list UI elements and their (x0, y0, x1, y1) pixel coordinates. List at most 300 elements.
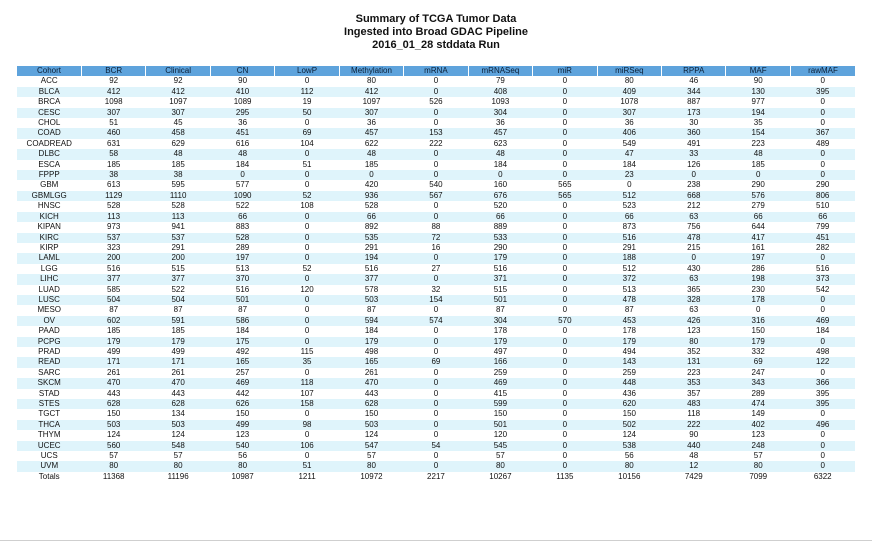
value-cell: 66 (468, 212, 532, 222)
column-header-mrna: mRNA (404, 66, 468, 76)
value-cell: 469 (790, 316, 855, 326)
cohort-cell: THYM (17, 430, 81, 440)
value-cell: 0 (790, 118, 855, 128)
value-cell: 395 (790, 389, 855, 399)
value-cell: 1097 (339, 97, 403, 107)
value-cell: 0 (533, 233, 597, 243)
value-cell: 0 (404, 149, 468, 159)
table-row (17, 264, 855, 274)
value-cell: 1098 (81, 97, 145, 107)
value-cell: 38 (146, 170, 210, 180)
summary-table (17, 66, 855, 482)
value-cell: 1090 (210, 191, 274, 201)
value-cell: 27 (404, 264, 468, 274)
value-cell: 516 (81, 264, 145, 274)
value-cell: 0 (404, 326, 468, 336)
value-cell: 0 (790, 170, 855, 180)
value-cell: 0 (533, 128, 597, 138)
cohort-cell: COADREAD (17, 139, 81, 149)
value-cell: 501 (468, 295, 532, 305)
value-cell: 261 (81, 368, 145, 378)
value-cell: 259 (597, 368, 661, 378)
value-cell: 457 (339, 128, 403, 138)
value-cell: 0 (275, 274, 339, 284)
value-cell: 316 (726, 316, 790, 326)
table-row (17, 368, 855, 378)
value-cell: 574 (404, 316, 468, 326)
table-row (17, 180, 855, 190)
value-cell: 458 (146, 128, 210, 138)
value-cell: 88 (404, 222, 468, 232)
value-cell: 494 (597, 347, 661, 357)
totals-cell: 7099 (726, 472, 790, 482)
value-cell: 0 (533, 274, 597, 284)
value-cell: 150 (726, 326, 790, 336)
value-cell: 0 (533, 76, 597, 86)
value-cell: 0 (275, 295, 339, 305)
value-cell: 469 (210, 378, 274, 388)
value-cell: 0 (662, 170, 726, 180)
table-row (17, 139, 855, 149)
value-cell: 0 (468, 170, 532, 180)
value-cell: 0 (662, 253, 726, 263)
value-cell: 80 (597, 76, 661, 86)
value-cell: 513 (210, 264, 274, 274)
value-cell: 0 (275, 326, 339, 336)
value-cell: 36 (210, 118, 274, 128)
value-cell: 516 (339, 264, 403, 274)
value-cell: 0 (790, 337, 855, 347)
value-cell: 198 (726, 274, 790, 284)
cohort-cell: STAD (17, 389, 81, 399)
value-cell: 154 (404, 295, 468, 305)
value-cell: 516 (790, 264, 855, 274)
value-cell: 528 (339, 201, 403, 211)
value-cell: 591 (146, 316, 210, 326)
value-cell: 80 (210, 461, 274, 471)
value-cell: 491 (662, 139, 726, 149)
cohort-cell: TGCT (17, 409, 81, 419)
table-row (17, 233, 855, 243)
value-cell: 150 (81, 409, 145, 419)
value-cell: 0 (210, 170, 274, 180)
value-cell: 197 (726, 253, 790, 263)
value-cell: 212 (662, 201, 726, 211)
value-cell: 0 (404, 461, 468, 471)
value-cell: 448 (597, 378, 661, 388)
value-cell: 185 (81, 326, 145, 336)
value-cell: 498 (339, 347, 403, 357)
value-cell: 426 (662, 316, 726, 326)
value-cell: 585 (81, 285, 145, 295)
value-cell: 184 (210, 160, 274, 170)
value-cell: 0 (533, 326, 597, 336)
cohort-cell: PAAD (17, 326, 81, 336)
value-cell: 118 (662, 409, 726, 419)
value-cell: 499 (146, 347, 210, 357)
cohort-cell: STES (17, 399, 81, 409)
value-cell: 395 (790, 399, 855, 409)
value-cell: 0 (533, 295, 597, 305)
value-cell: 0 (726, 305, 790, 315)
cohort-cell: SKCM (17, 378, 81, 388)
value-cell: 46 (662, 76, 726, 86)
value-cell: 498 (790, 347, 855, 357)
value-cell: 131 (662, 357, 726, 367)
value-cell: 104 (275, 139, 339, 149)
value-cell: 185 (146, 326, 210, 336)
value-cell: 178 (468, 326, 532, 336)
table-row (17, 409, 855, 419)
value-cell: 179 (468, 337, 532, 347)
value-cell: 149 (726, 409, 790, 419)
value-cell: 0 (275, 233, 339, 243)
value-cell: 533 (468, 233, 532, 243)
table-row (17, 253, 855, 263)
value-cell: 478 (662, 233, 726, 243)
value-cell: 304 (468, 108, 532, 118)
value-cell: 66 (597, 212, 661, 222)
value-cell: 1129 (81, 191, 145, 201)
value-cell: 595 (146, 180, 210, 190)
value-cell: 69 (275, 128, 339, 138)
value-cell: 87 (597, 305, 661, 315)
cohort-cell: CHOL (17, 118, 81, 128)
value-cell: 307 (146, 108, 210, 118)
value-cell: 523 (597, 201, 661, 211)
column-header-rawmaf: rawMAF (790, 66, 855, 76)
value-cell: 889 (468, 222, 532, 232)
table-row (17, 201, 855, 211)
value-cell: 799 (790, 222, 855, 232)
totals-cell: 2217 (404, 472, 468, 482)
value-cell: 478 (597, 295, 661, 305)
value-cell: 430 (662, 264, 726, 274)
value-cell: 548 (146, 441, 210, 451)
cohort-cell: GBM (17, 180, 81, 190)
value-cell: 756 (662, 222, 726, 232)
value-cell: 371 (468, 274, 532, 284)
value-cell: 560 (81, 441, 145, 451)
value-cell: 69 (404, 357, 468, 367)
value-cell: 0 (404, 253, 468, 263)
value-cell: 48 (468, 149, 532, 159)
value-cell: 0 (790, 108, 855, 118)
value-cell: 120 (275, 285, 339, 295)
value-cell: 412 (339, 87, 403, 97)
value-cell: 173 (662, 108, 726, 118)
value-cell: 360 (662, 128, 726, 138)
totals-cell: 11368 (81, 472, 145, 482)
value-cell: 51 (275, 461, 339, 471)
value-cell: 577 (210, 180, 274, 190)
value-cell: 420 (339, 180, 403, 190)
value-cell: 30 (662, 118, 726, 128)
value-cell: 35 (726, 118, 790, 128)
value-cell: 57 (81, 451, 145, 461)
value-cell: 540 (210, 441, 274, 451)
value-cell: 0 (533, 420, 597, 430)
value-cell: 113 (81, 212, 145, 222)
value-cell: 323 (81, 243, 145, 253)
value-cell: 0 (404, 389, 468, 399)
value-cell: 154 (726, 128, 790, 138)
value-cell: 179 (339, 337, 403, 347)
value-cell: 56 (210, 451, 274, 461)
value-cell: 223 (662, 368, 726, 378)
table-row (17, 76, 855, 86)
cohort-cell: MESO (17, 305, 81, 315)
table-row (17, 87, 855, 97)
totals-cell: 1135 (533, 472, 597, 482)
value-cell: 185 (339, 160, 403, 170)
value-cell: 629 (146, 139, 210, 149)
value-cell: 304 (468, 316, 532, 326)
value-cell: 528 (81, 201, 145, 211)
value-cell: 286 (726, 264, 790, 274)
value-cell: 165 (210, 357, 274, 367)
value-cell: 126 (662, 160, 726, 170)
column-header-mirseq: miRSeq (597, 66, 661, 76)
value-cell: 0 (533, 305, 597, 315)
value-cell: 1110 (146, 191, 210, 201)
value-cell: 0 (790, 409, 855, 419)
value-cell: 0 (533, 222, 597, 232)
value-cell: 80 (662, 337, 726, 347)
value-cell: 0 (533, 139, 597, 149)
value-cell: 0 (404, 430, 468, 440)
value-cell: 626 (210, 399, 274, 409)
value-cell: 973 (81, 222, 145, 232)
value-cell: 503 (146, 420, 210, 430)
value-cell: 504 (81, 295, 145, 305)
value-cell: 542 (790, 285, 855, 295)
value-cell: 178 (726, 295, 790, 305)
value-cell: 941 (146, 222, 210, 232)
column-header-bcr: BCR (81, 66, 145, 76)
value-cell: 19 (275, 97, 339, 107)
value-cell: 538 (597, 441, 661, 451)
value-cell: 57 (468, 451, 532, 461)
value-cell: 622 (339, 139, 403, 149)
value-cell: 123 (726, 430, 790, 440)
value-cell: 166 (468, 357, 532, 367)
table-row (17, 285, 855, 295)
value-cell: 36 (339, 118, 403, 128)
value-cell: 0 (339, 170, 403, 180)
cohort-cell: LAML (17, 253, 81, 263)
value-cell: 0 (275, 76, 339, 86)
cohort-cell: OV (17, 316, 81, 326)
value-cell: 0 (790, 430, 855, 440)
value-cell: 0 (790, 451, 855, 461)
value-cell: 0 (533, 87, 597, 97)
cohort-cell: KIRC (17, 233, 81, 243)
value-cell: 222 (404, 139, 468, 149)
cohort-cell: SARC (17, 368, 81, 378)
totals-cell: 6322 (790, 472, 855, 482)
value-cell: 0 (275, 337, 339, 347)
value-cell: 259 (468, 368, 532, 378)
value-cell: 115 (275, 347, 339, 357)
value-cell: 0 (275, 180, 339, 190)
value-cell: 257 (210, 368, 274, 378)
value-cell: 892 (339, 222, 403, 232)
value-cell: 184 (790, 326, 855, 336)
value-cell: 124 (597, 430, 661, 440)
value-cell: 290 (726, 180, 790, 190)
totals-cell: 7429 (662, 472, 726, 482)
cohort-cell: BRCA (17, 97, 81, 107)
totals-cell: 10972 (339, 472, 403, 482)
cohort-cell: LGG (17, 264, 81, 274)
value-cell: 357 (662, 389, 726, 399)
value-cell: 185 (81, 160, 145, 170)
header-row (17, 66, 855, 76)
value-cell: 113 (146, 212, 210, 222)
totals-cell: 11196 (146, 472, 210, 482)
value-cell: 79 (468, 76, 532, 86)
value-cell: 72 (404, 233, 468, 243)
value-cell: 628 (146, 399, 210, 409)
table-row (17, 347, 855, 357)
value-cell: 549 (597, 139, 661, 149)
table-row (17, 170, 855, 180)
value-cell: 179 (81, 337, 145, 347)
value-cell: 23 (597, 170, 661, 180)
value-cell: 153 (404, 128, 468, 138)
value-cell: 0 (404, 76, 468, 86)
table-row (17, 461, 855, 471)
table-row (17, 108, 855, 118)
value-cell: 188 (597, 253, 661, 263)
table-row (17, 305, 855, 315)
value-cell: 98 (275, 420, 339, 430)
value-cell: 883 (210, 222, 274, 232)
value-cell: 175 (210, 337, 274, 347)
value-cell: 501 (210, 295, 274, 305)
value-cell: 1097 (146, 97, 210, 107)
value-cell: 496 (790, 420, 855, 430)
value-cell: 261 (146, 368, 210, 378)
value-cell: 0 (790, 305, 855, 315)
cohort-cell: CESC (17, 108, 81, 118)
value-cell: 332 (726, 347, 790, 357)
value-cell: 366 (790, 378, 855, 388)
value-cell: 0 (533, 97, 597, 107)
cohort-cell: PCPG (17, 337, 81, 347)
value-cell: 0 (790, 149, 855, 159)
value-cell: 0 (790, 368, 855, 378)
table-row (17, 357, 855, 367)
value-cell: 512 (597, 264, 661, 274)
value-cell: 620 (597, 399, 661, 409)
value-cell: 51 (275, 160, 339, 170)
value-cell: 873 (597, 222, 661, 232)
value-cell: 0 (790, 253, 855, 263)
value-cell: 289 (726, 389, 790, 399)
value-cell: 87 (210, 305, 274, 315)
value-cell: 48 (662, 451, 726, 461)
value-cell: 457 (468, 128, 532, 138)
cohort-cell: LUAD (17, 285, 81, 295)
table-row (17, 128, 855, 138)
table-row (17, 451, 855, 461)
value-cell: 602 (81, 316, 145, 326)
value-cell: 497 (468, 347, 532, 357)
value-cell: 185 (146, 160, 210, 170)
value-cell: 528 (146, 201, 210, 211)
value-cell: 307 (339, 108, 403, 118)
value-cell: 124 (339, 430, 403, 440)
cohort-cell: ACC (17, 76, 81, 86)
value-cell: 377 (146, 274, 210, 284)
value-cell: 483 (662, 399, 726, 409)
value-cell: 16 (404, 243, 468, 253)
cohort-cell: LUSC (17, 295, 81, 305)
value-cell: 406 (597, 128, 661, 138)
value-cell: 616 (210, 139, 274, 149)
value-cell: 576 (726, 191, 790, 201)
value-cell: 412 (81, 87, 145, 97)
value-cell: 48 (726, 149, 790, 159)
value-cell: 108 (275, 201, 339, 211)
value-cell: 522 (210, 201, 274, 211)
value-cell: 410 (210, 87, 274, 97)
column-header-lowp: LowP (275, 66, 339, 76)
value-cell: 442 (210, 389, 274, 399)
value-cell: 80 (146, 461, 210, 471)
value-cell: 516 (210, 285, 274, 295)
value-cell: 0 (533, 451, 597, 461)
value-cell: 0 (275, 316, 339, 326)
value-cell: 503 (339, 295, 403, 305)
value-cell: 0 (533, 243, 597, 253)
value-cell: 451 (210, 128, 274, 138)
value-cell: 528 (210, 233, 274, 243)
value-cell: 0 (404, 368, 468, 378)
value-cell: 0 (404, 409, 468, 419)
value-cell: 0 (404, 399, 468, 409)
table-row (17, 420, 855, 430)
table-row (17, 118, 855, 128)
column-header-mrnaseq: mRNASeq (468, 66, 532, 76)
value-cell: 122 (790, 357, 855, 367)
bottom-divider (0, 540, 872, 541)
title-line-2: Ingested into Broad GDAC Pipeline (344, 26, 528, 38)
cohort-cell: HNSC (17, 201, 81, 211)
cohort-cell: ESCA (17, 160, 81, 170)
table-row (17, 191, 855, 201)
report-title (0, 13, 872, 52)
value-cell: 63 (662, 274, 726, 284)
table-row (17, 295, 855, 305)
value-cell: 52 (275, 191, 339, 201)
value-cell: 307 (597, 108, 661, 118)
summary-table-container (17, 66, 855, 482)
value-cell: 372 (597, 274, 661, 284)
value-cell: 628 (339, 399, 403, 409)
value-cell: 0 (275, 368, 339, 378)
value-cell: 352 (662, 347, 726, 357)
value-cell: 194 (726, 108, 790, 118)
value-cell: 0 (533, 461, 597, 471)
value-cell: 0 (533, 347, 597, 357)
value-cell: 537 (146, 233, 210, 243)
value-cell: 489 (790, 139, 855, 149)
value-cell: 57 (339, 451, 403, 461)
value-cell: 90 (662, 430, 726, 440)
